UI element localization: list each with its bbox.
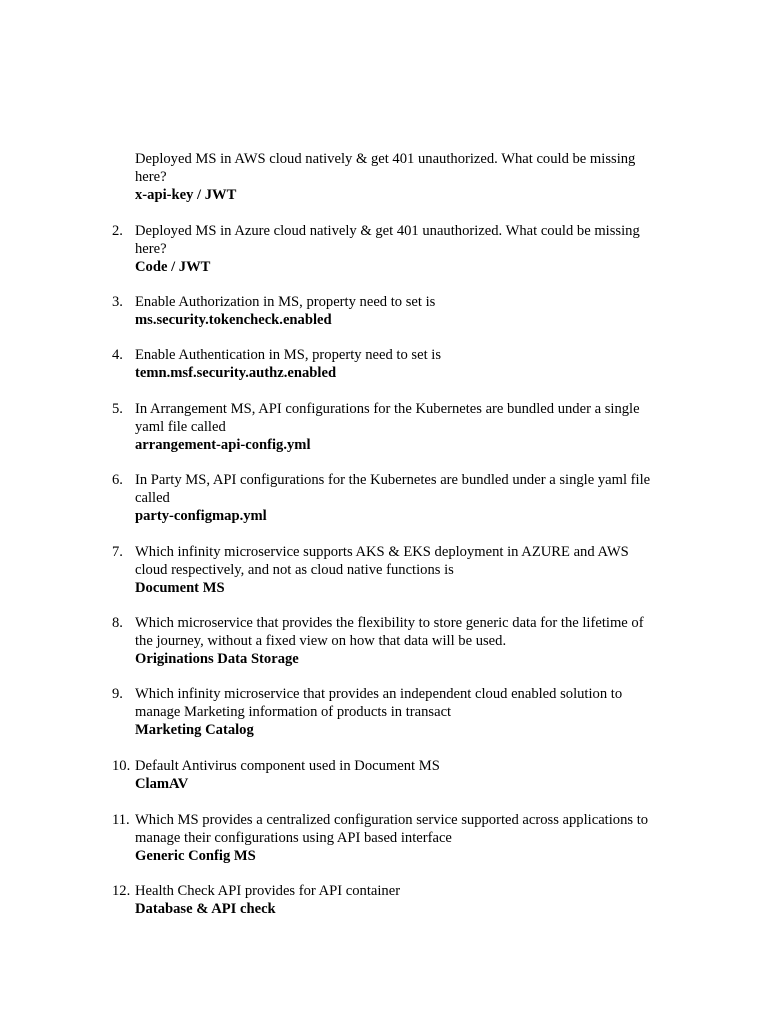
answer-text: Marketing Catalog — [135, 722, 254, 738]
question-line: here? — [135, 169, 167, 185]
answer-text: Generic Config MS — [135, 848, 256, 864]
answer-text: Code / JWT — [135, 259, 211, 275]
answer-text: Database & API check — [135, 901, 276, 917]
question-line: the journey, without a fixed view on how that data will be used. — [135, 633, 507, 649]
question-line: Deployed MS in Azure cloud natively & get 401 unauthorized. What could be missing — [135, 223, 640, 239]
question-number: 10. — [112, 758, 131, 774]
answer-text: ms.security.tokencheck.enabled — [135, 312, 332, 328]
question-line: Which MS provides a centralized configuration service supported across applications to — [135, 812, 649, 828]
question-line: Which microservice that provides the flexibility to store generic data for the lifetime of — [135, 615, 644, 631]
question-line: cloud respectively, and not as cloud native functions is — [135, 562, 454, 578]
question-line: manage Marketing information of products in transact — [135, 704, 452, 720]
question-item-11 — [112, 811, 672, 865]
question-number: 7. — [112, 544, 123, 560]
answer-text: x-api-key / JWT — [135, 187, 237, 203]
question-item-4 — [112, 346, 672, 382]
question-number: 9. — [112, 686, 123, 702]
answer-text: temn.msf.security.authz.enabled — [135, 365, 337, 381]
answer-text: Document MS — [135, 580, 225, 596]
question-item-3 — [112, 293, 672, 329]
question-item-5 — [112, 400, 672, 454]
question-number: 11. — [112, 812, 130, 828]
answer-text: ClamAV — [135, 776, 189, 792]
question-number: 5. — [112, 401, 123, 417]
question-number: 8. — [112, 615, 123, 631]
question-item-6 — [112, 471, 672, 525]
question-line: Health Check API provides for API container — [135, 883, 401, 899]
answer-text: arrangement-api-config.yml — [135, 437, 311, 453]
question-line: Which infinity microservice supports AKS & EKS deployment in AZURE and AWS — [135, 544, 629, 560]
question-item-7 — [112, 543, 672, 597]
question-number: 2. — [112, 223, 123, 239]
question-number: 4. — [112, 347, 123, 363]
question-number: 3. — [112, 294, 123, 310]
question-line: here? — [135, 241, 167, 257]
question-item-12 — [112, 882, 672, 918]
question-line: Default Antivirus component used in Document MS — [135, 758, 440, 774]
question-line: In Arrangement MS, API configurations for the Kubernetes are bundled under a single — [135, 401, 640, 417]
question-line: In Party MS, API configurations for the Kubernetes are bundled under a single yaml file — [135, 472, 651, 488]
question-line: Enable Authentication in MS, property need to set is — [135, 347, 442, 363]
answer-text: Originations Data Storage — [135, 651, 299, 667]
question-item-10 — [112, 757, 672, 793]
question-line: manage their configurations using API based interface — [135, 830, 452, 846]
question-number: 6. — [112, 472, 123, 488]
question-line: Which infinity microservice that provides an independent cloud enabled solution to — [135, 686, 623, 702]
question-item-9 — [112, 685, 672, 739]
question-line: Enable Authorization in MS, property need to set is — [135, 294, 436, 310]
question-line: called — [135, 490, 170, 506]
question-item-8 — [112, 614, 672, 668]
question-line: Deployed MS in AWS cloud natively & get 401 unauthorized. What could be missing — [135, 151, 636, 167]
question-line: yaml file called — [135, 419, 226, 435]
answer-text: party-configmap.yml — [135, 508, 267, 524]
question-number: 12. — [112, 883, 131, 899]
question-item-2 — [112, 222, 672, 276]
question-item-1 — [112, 150, 672, 204]
